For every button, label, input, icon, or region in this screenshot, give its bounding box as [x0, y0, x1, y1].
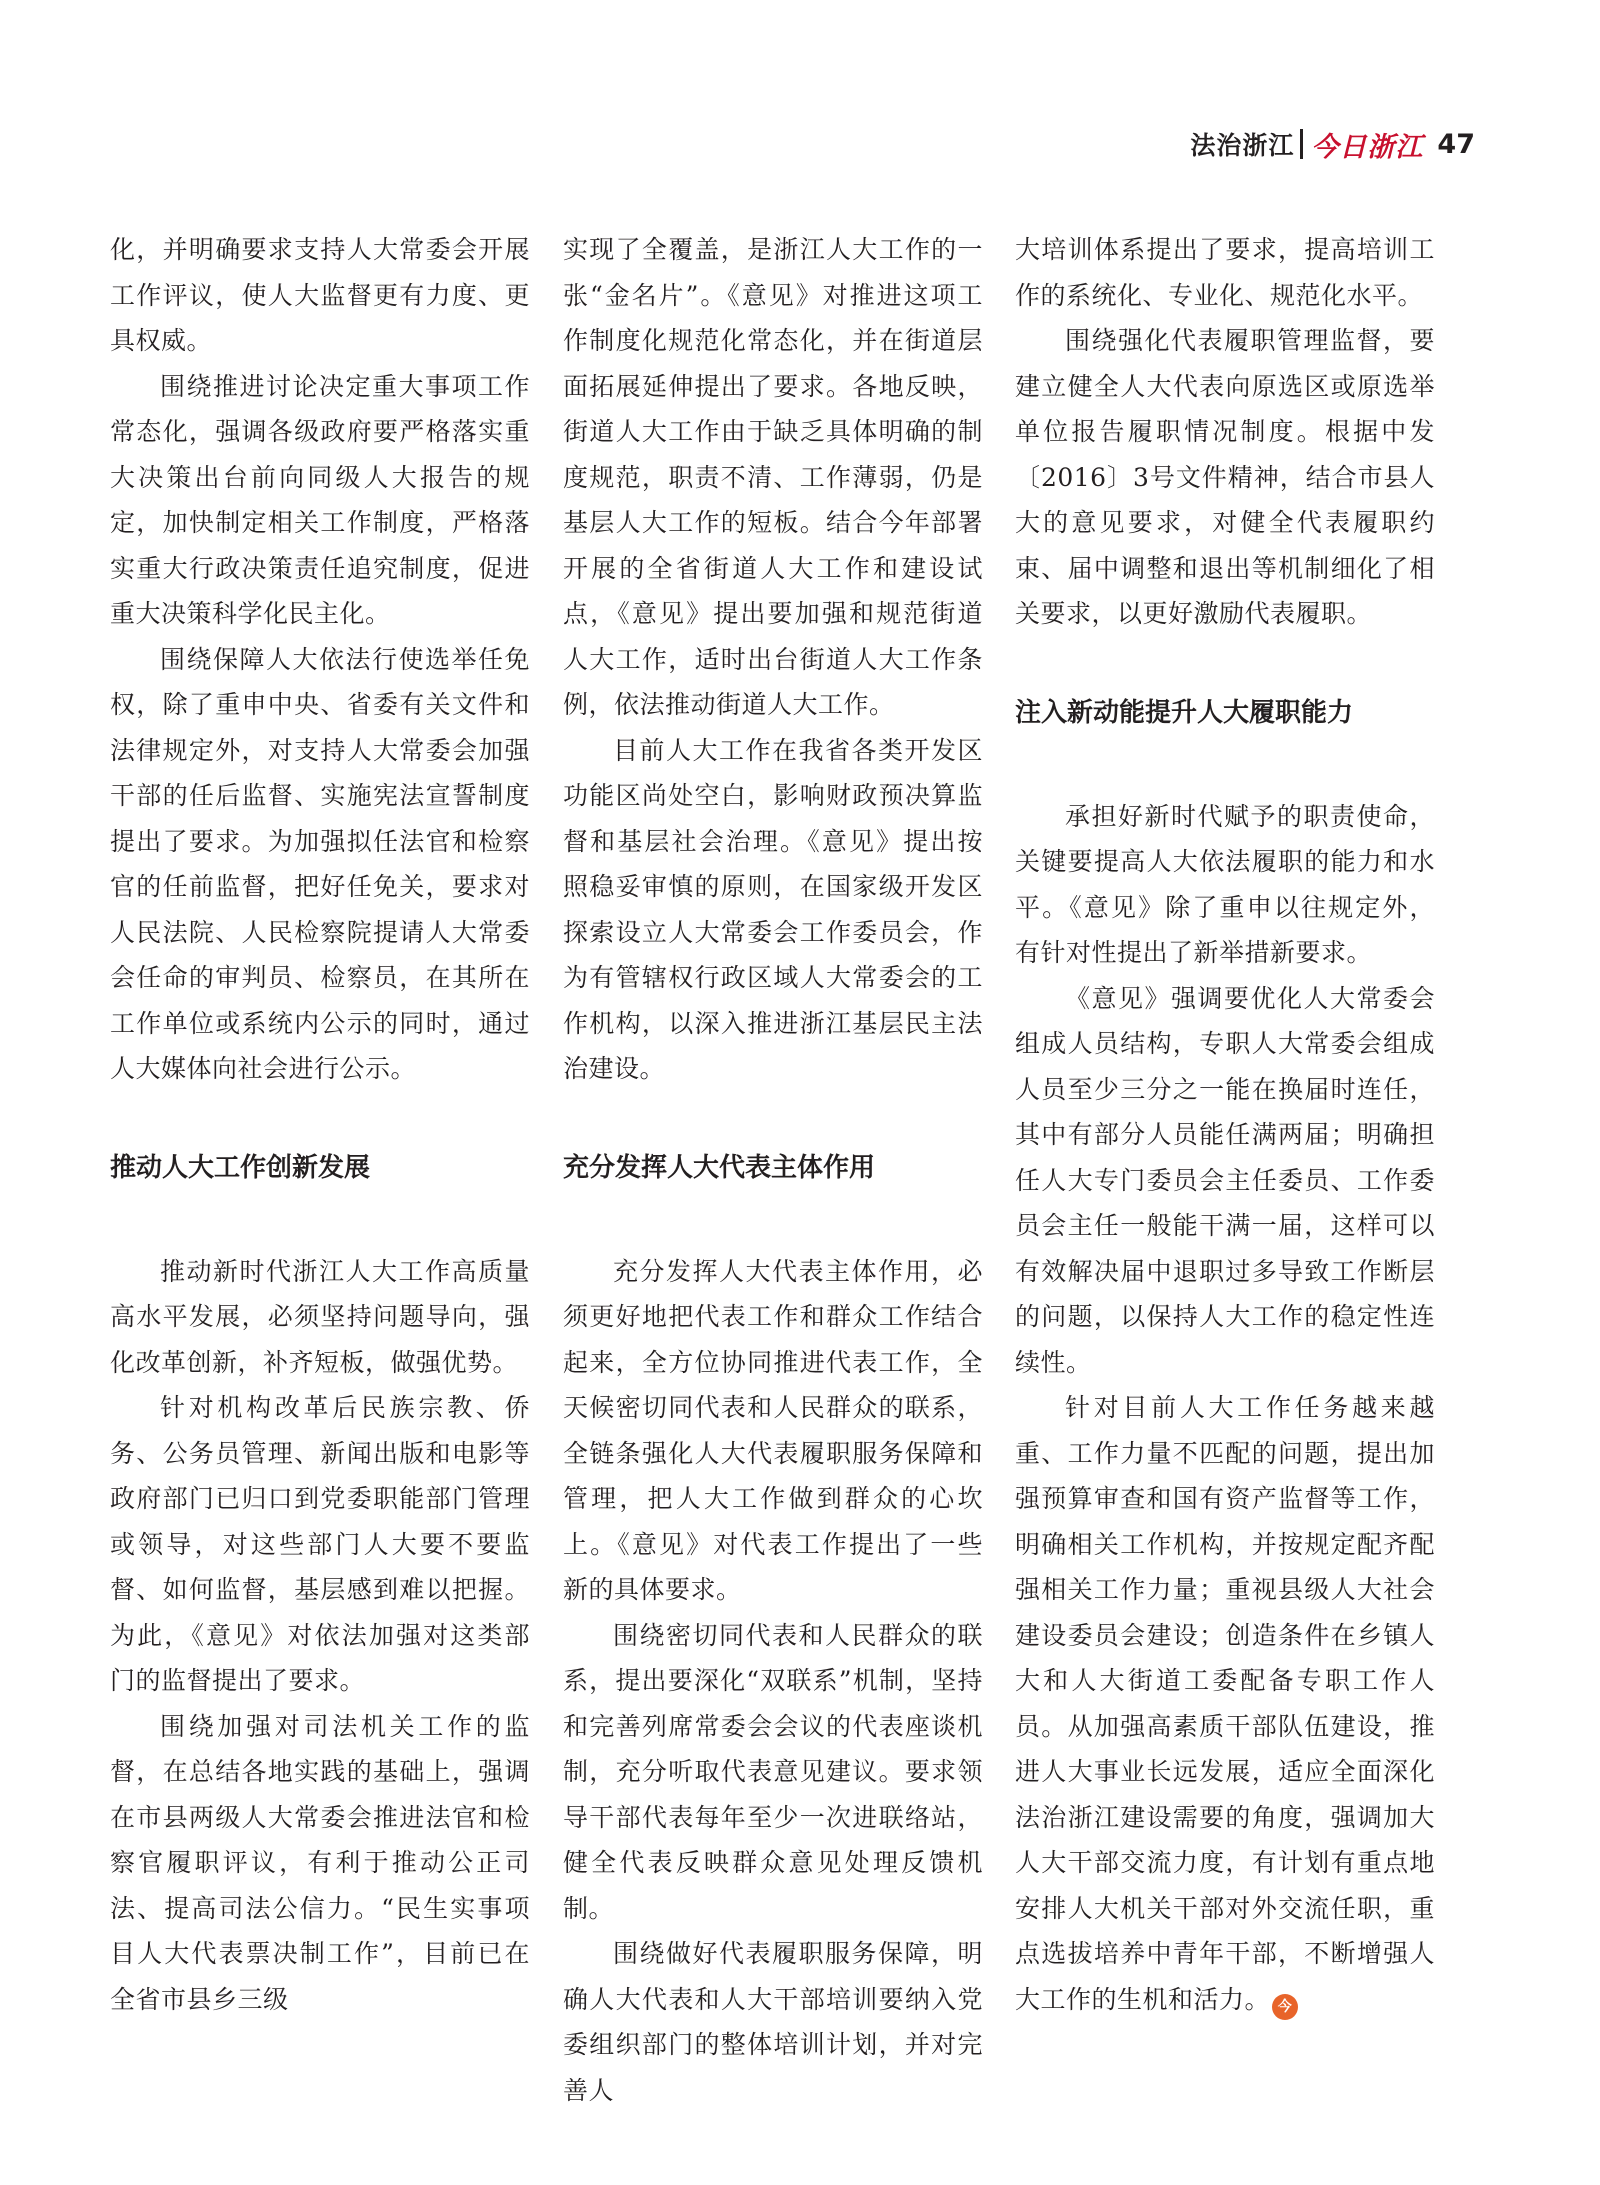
- section-heading: [563, 1146, 983, 1191]
- paragraph-text: 针对目前人大工作任务越来越重、工作力量不匹配的问题，提出加强预算审查和国有资产监督等工作，明确相关工作机构，并按规定配齐配强相关工作力量；重视县级人大社会建设委员会建设；创造条件在乡镇人大和人大街道工委配备专职工作人员。从加强高素质干部队伍建设，推进人大事业长远发展，适应全面深化法治浙江建设需要的角度，强调加大人大干部交流力度，有计划有重点地安排人大机关干部对外交流任职，重点选拔培养中青年干部，不断增强人大工作的生机和活力。: [1015, 1393, 1435, 2014]
- paragraph-text: 化，并明确要求支持人大常委会开展工作评议，使人大监督更有力度、更具权威。: [110, 235, 530, 355]
- paragraph-text: 围绕保障人大依法行使选举任免权，除了重申中央、省委有关文件和法律规定外，对支持人大常委会加强干部的任后监督、实施宪法宣誓制度提出了要求。为加强拟任法官和检察官的任前监督，把好任免关，要求对人民法院、人民检察院提请人大常委会任命的审判员、检察员，在其所在工作单位或系统内公示的同时，通过人大媒体向社会进行公示。: [110, 644, 530, 1083]
- paragraph: [110, 227, 530, 364]
- paragraph: [1015, 227, 1435, 318]
- paragraph-text: 承担好新时代赋予的职责使命，关键要提高人大依法履职的能力和水平。《意见》除了重申以往规定外，有针对性提出了新举措新要求。: [1015, 801, 1435, 967]
- heading-text: 注入新动能提升人大履职能力: [1015, 697, 1354, 728]
- paragraph-text: 围绕密切同代表和人民群众的联系，提出要深化“双联系”机制，坚持和完善列席常委会会议的代表座谈机制，充分听取代表意见建议。要求领导干部代表每年至少一次进联络站，健全代表反映群众意见处理反馈机制。: [563, 1620, 983, 1923]
- article-end-icon: 今: [1272, 1994, 1298, 2020]
- paragraph-text: 围绕推进讨论决定重大事项工作常态化，强调各级政府要严格落实重大决策出台前向同级人大报告的规定，加快制定相关工作制度，严格落实重大行政决策责任追究制度，促进重大决策科学化民主化。: [110, 371, 530, 628]
- text-column-1: [110, 227, 530, 2022]
- paragraph-text: 围绕加强对司法机关工作的监督，在总结各地实践的基础上，强调在市县两级人大常委会推进法官和检察官履职评议，有利于推动公正司法、提高司法公信力。“民生实事项目人大代表票决制工作”，目前已在全省市县乡三级: [110, 1711, 530, 2014]
- paragraph-text: 《意见》强调要优化人大常委会组成人员结构，专职人大常委会组成人员至少三分之一能在换届时连任，其中有部分人员能任满两届；明确担任人大专门委员会主任委员、工作委员会主任一般能干满一届，这样可以有效解决届中退职过多导致工作断层的问题，以保持人大工作的稳定性连续性。: [1015, 983, 1435, 1377]
- paragraph: [1015, 318, 1435, 637]
- paragraph-text: 推动新时代浙江人大工作高质量高水平发展，必须坚持问题导向，强化改革创新，补齐短板，做强优势。: [110, 1256, 530, 1377]
- paragraph: [110, 1704, 530, 2023]
- section-heading: [1015, 691, 1435, 736]
- paragraph: [1015, 976, 1435, 1386]
- heading-text: 充分发挥人大代表主体作用: [563, 1152, 876, 1183]
- paragraph-text: 目前人大工作在我省各类开发区功能区尚处空白，影响财政预决算监督和基层社会治理。《意见》提出按照稳妥审慎的原则，在国家级开发区探索设立人大常委会工作委员会，作为有管辖权行政区域人大常委会的工作机构，以深入推进浙江基层民主法治建设。: [563, 735, 983, 1083]
- paragraph-text: 围绕做好代表履职服务保障，明确人大代表和人大干部培训要纳入党委组织部门的整体培训计划，并对完善人: [563, 1939, 983, 2105]
- header-divider: [1300, 129, 1303, 159]
- paragraph: [563, 1613, 983, 1932]
- page-header: [1190, 124, 1475, 164]
- paragraph-text: 围绕强化代表履职管理监督，要建立健全人大代表向原选区或原选举单位报告履职情况制度。根据中发〔2016〕3号文件精神，结合市县人大的意见要求，对健全代表履职约束、届中调整和退出等机制细化了相关要求，以更好激励代表履职。: [1015, 326, 1435, 628]
- paragraph-text: 充分发挥人大代表主体作用，必须更好地把代表工作和群众工作结合起来，全方位协同推进代表工作，全天候密切同代表和人民群众的联系，全链条强化人大代表履职服务保障和管理，把人大工作做到群众的心坎上。《意见》对代表工作提出了一些新的具体要求。: [563, 1256, 983, 1604]
- paragraph: [1015, 794, 1435, 976]
- page-number: 47: [1437, 128, 1475, 160]
- text-column-3: [1015, 227, 1435, 2022]
- section-name: 法治浙江: [1190, 131, 1295, 160]
- magazine-logo: 今日浙江: [1311, 131, 1424, 163]
- paragraph-text: 针对机构改革后民族宗教、侨务、公务员管理、新闻出版和电影等政府部门已归口到党委职能部门管理或领导，对这些部门人大要不要监督、如何监督，基层感到难以把握。为此，《意见》对依法加强对这类部门的监督提出了要求。: [110, 1393, 530, 1695]
- paragraph-text: 实现了全覆盖，是浙江人大工作的一张“金名片”。《意见》对推进这项工作制度化规范化常态化，并在街道层面拓展延伸提出了要求。各地反映，街道人大工作由于缺乏具体明确的制度规范，职责不清、工作薄弱，仍是基层人大工作的短板。结合今年部署开展的全省街道人大工作和建设试点，《意见》提出要加强和规范街道人大工作，适时出台街道人大工作条例，依法推动街道人大工作。: [563, 235, 983, 719]
- paragraph: [563, 728, 983, 1092]
- section-heading: [110, 1146, 530, 1191]
- paragraph: [563, 1931, 983, 2113]
- paragraph: [563, 1249, 983, 1613]
- text-column-2: [563, 227, 983, 2113]
- heading-text: 推动人大工作创新发展: [110, 1152, 371, 1183]
- paragraph-text: 大培训体系提出了要求，提高培训工作的系统化、专业化、规范化水平。: [1015, 235, 1435, 310]
- paragraph: [110, 1385, 530, 1704]
- paragraph: [1015, 1385, 1435, 2022]
- paragraph: [563, 227, 983, 728]
- paragraph: [110, 364, 530, 637]
- paragraph: [110, 1249, 530, 1386]
- paragraph: [110, 637, 530, 1092]
